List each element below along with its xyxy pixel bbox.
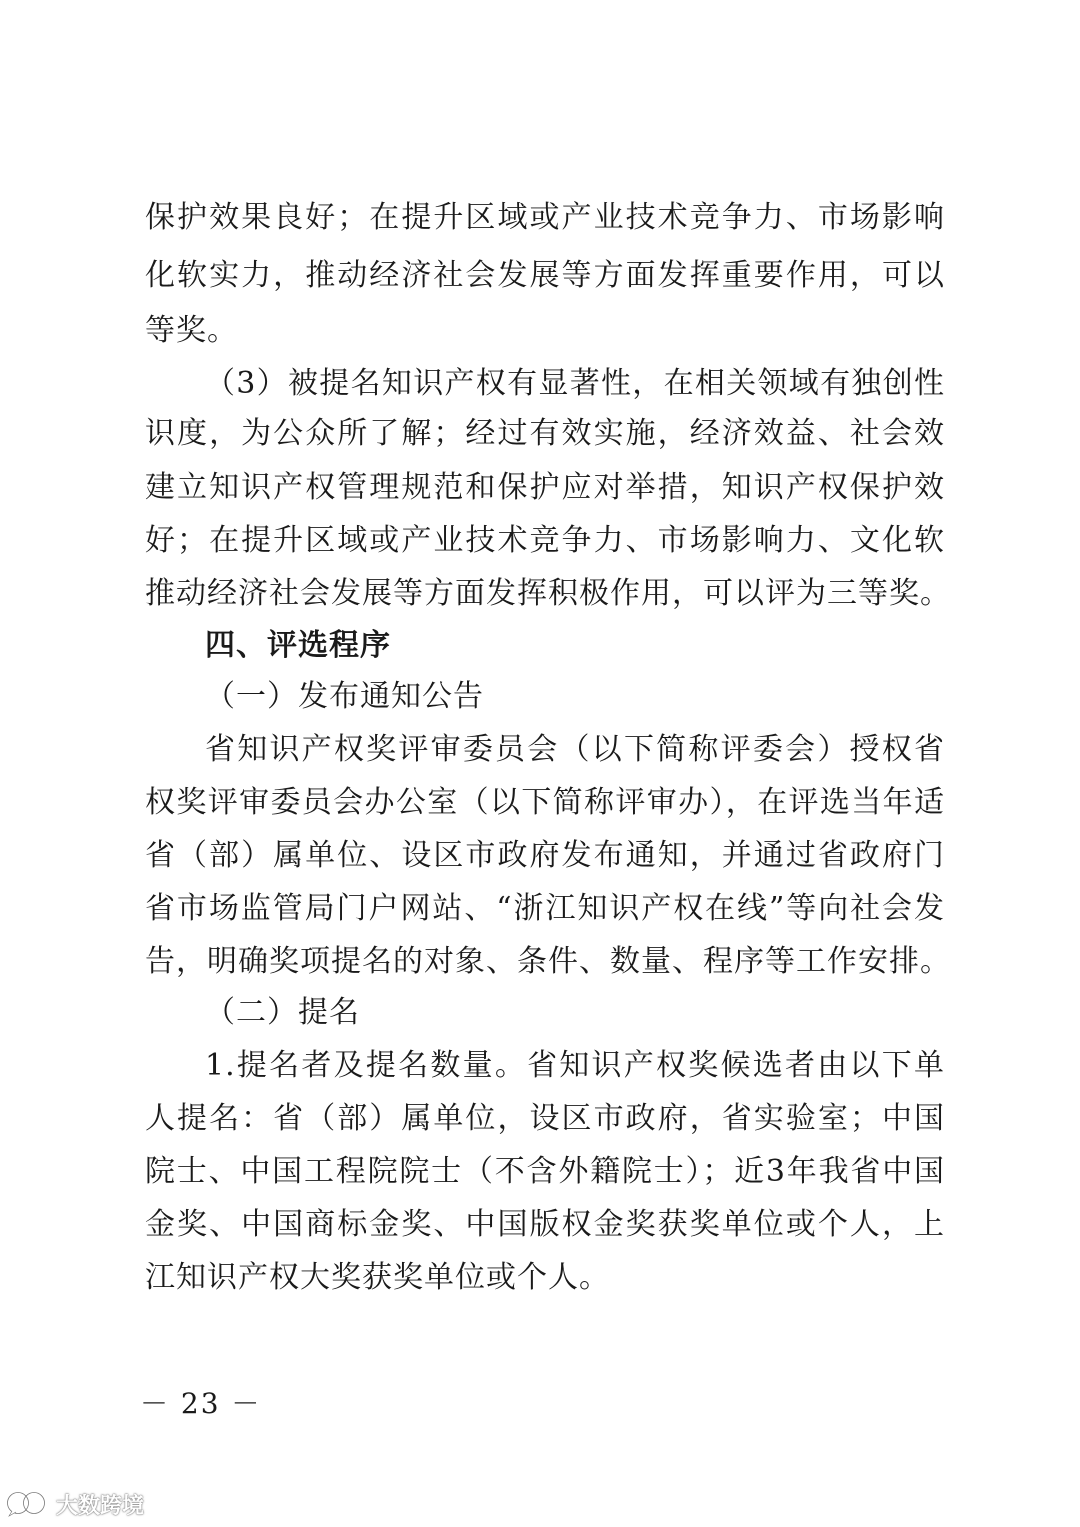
text-line: 保护效果良好；在提升区域或产业技术竞争力、市场影响 bbox=[145, 200, 945, 235]
section-heading: 四、评选程序 bbox=[205, 628, 391, 663]
text-line: 省知识产权奖评审委员会（以下简称评委会）授权省 bbox=[205, 732, 945, 767]
watermark-text: 大数跨境 bbox=[56, 1493, 145, 1519]
speech-bubbles-logo-icon bbox=[6, 1490, 50, 1518]
text-line: 建立知识产权管理规范和保护应对举措，知识产权保护效 bbox=[145, 470, 945, 505]
text-line: 院士、中国工程院院士（不含外籍院士）；近3年我省中国 bbox=[145, 1154, 945, 1189]
text-line: 江知识产权大奖获奖单位或个人。 bbox=[145, 1260, 610, 1295]
subsection-heading: （一）发布通知公告 bbox=[205, 679, 484, 714]
text-line: 告，明确奖项提名的对象、条件、数量、程序等工作安排。 bbox=[145, 944, 951, 979]
text-line: 推动经济社会发展等方面发挥积极作用，可以评为三等奖。 bbox=[145, 576, 951, 611]
text-line: 1.提名者及提名数量。省知识产权奖候选者由以下单 bbox=[205, 1048, 945, 1083]
text-line: 识度，为公众所了解；经过有效实施，经济效益、社会效 bbox=[145, 416, 945, 451]
text-line: 人提名：省（部）属单位，设区市政府，省实验室；中国 bbox=[145, 1101, 945, 1136]
watermark bbox=[6, 1488, 144, 1520]
text-line: 等奖。 bbox=[145, 313, 238, 348]
text-line: 好；在提升区域或产业技术竞争力、市场影响力、文化软 bbox=[145, 523, 945, 558]
text-line: 省市场监管局门户网站、“浙江知识产权在线”等向社会发 bbox=[145, 891, 945, 926]
text-line: （3）被提名知识产权有显著性，在相关领域有独创性 bbox=[205, 366, 945, 401]
subsection-heading: （二）提名 bbox=[205, 995, 360, 1030]
text-line: 权奖评审委员会办公室（以下简称评审办），在评选当年适 bbox=[145, 785, 945, 820]
text-line: 化软实力，推动经济社会发展等方面发挥重要作用，可以 bbox=[145, 258, 945, 293]
page-number: － 23 － bbox=[140, 1387, 262, 1420]
text-line: 省（部）属单位、设区市政府发布通知，并通过省政府门 bbox=[145, 838, 945, 873]
text-line: 金奖、中国商标金奖、中国版权金奖获奖单位或个人，上 bbox=[145, 1207, 945, 1242]
